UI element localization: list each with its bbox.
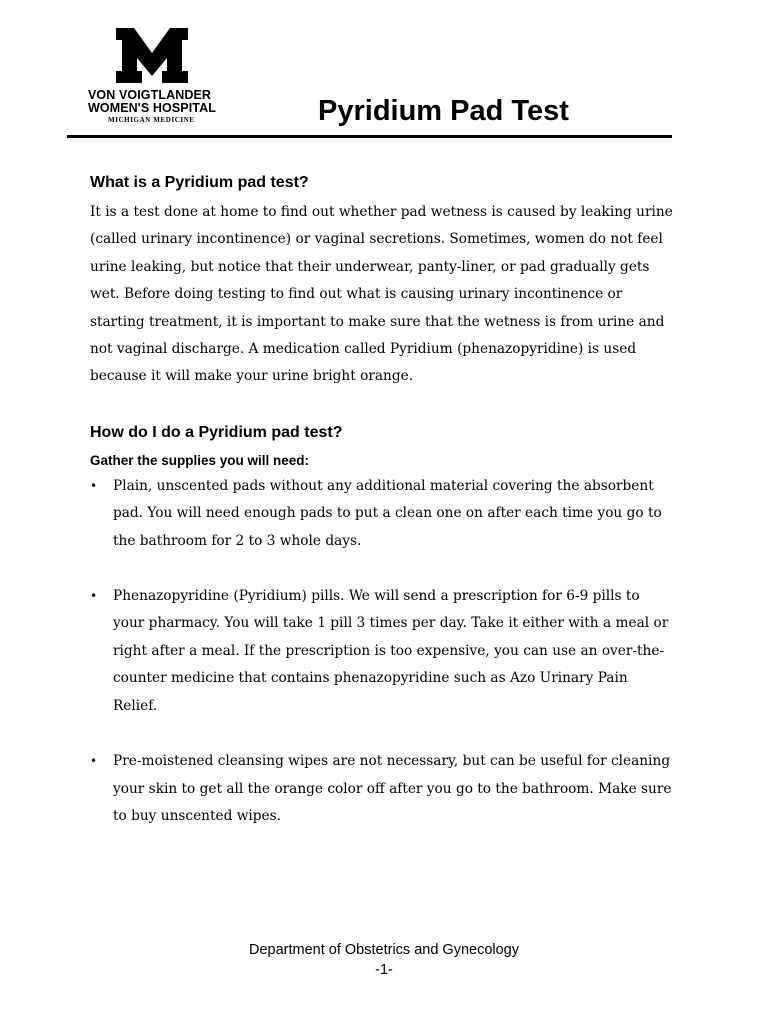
list-item <box>90 748 675 830</box>
supplies-subheading: Gather the supplies you will need: <box>90 452 310 468</box>
section-2-heading: How do I do a Pyridium pad test? <box>90 423 343 441</box>
list-item <box>90 473 675 555</box>
list-item-text: Pre-moistened cleansing wipes are not necessary, but can be useful for cleaning your skin to get all the orange color off after you go to the bathroom. Make sure to buy unscented wipes. <box>113 753 672 824</box>
bullet-icon: • <box>90 589 98 604</box>
section-1-body: It is a test done at home to find out whether pad wetness is caused by leaking urine (called urinary incontinence) or vaginal secretions. Sometimes, women do not feel urine leaking, but notice that their underwear, panty-liner, or pad gradually gets wet. Before doing testing to find out what is causing urinary incontinence or starting treatment, it is important to make sure that the wetness is from urine and not vaginal discharge. A medication called Pyridium (phenazopyridine) is used because it will make your urine bright orange. <box>90 204 673 385</box>
document-content <box>90 170 675 858</box>
logo-line-3: MICHIGAN MEDICINE <box>108 116 195 124</box>
header-divider <box>67 135 672 138</box>
list-item-text: Plain, unscented pads without any additional material covering the absorbent pad. You will need enough pads to put a clean one on after each time you go to the bathroom for 2 to 3 whole days. <box>113 477 662 549</box>
page-number: -1- <box>375 962 393 978</box>
document-title: Pyridium Pad Test <box>318 95 569 127</box>
logo-line-2: WOMEN'S HOSPITAL <box>88 101 216 115</box>
page-footer <box>0 940 768 980</box>
list-item-text: Phenazopyridine (Pyridium) pills. We will send a prescription for 6-9 pills to your pharmacy. You will take 1 pill 3 times per day. Take it either with a meal or right after a meal. If the prescription is too expensive, you can use an over-the-counter medicine that contains phenazopyridine such as Azo Urinary Pain Relief. <box>113 588 669 714</box>
bullet-icon: • <box>90 478 98 493</box>
logo-line-1: VON VOIGTLANDER <box>88 88 212 102</box>
supplies-list <box>90 473 675 830</box>
block-m-logo-icon <box>116 28 188 83</box>
section-1-heading: What is a Pyridium pad test? <box>90 174 309 191</box>
list-item <box>90 583 675 720</box>
footer-department: Department of Obstetrics and Gynecology <box>249 942 519 958</box>
hospital-logo <box>88 28 216 128</box>
bullet-icon: • <box>90 754 98 769</box>
